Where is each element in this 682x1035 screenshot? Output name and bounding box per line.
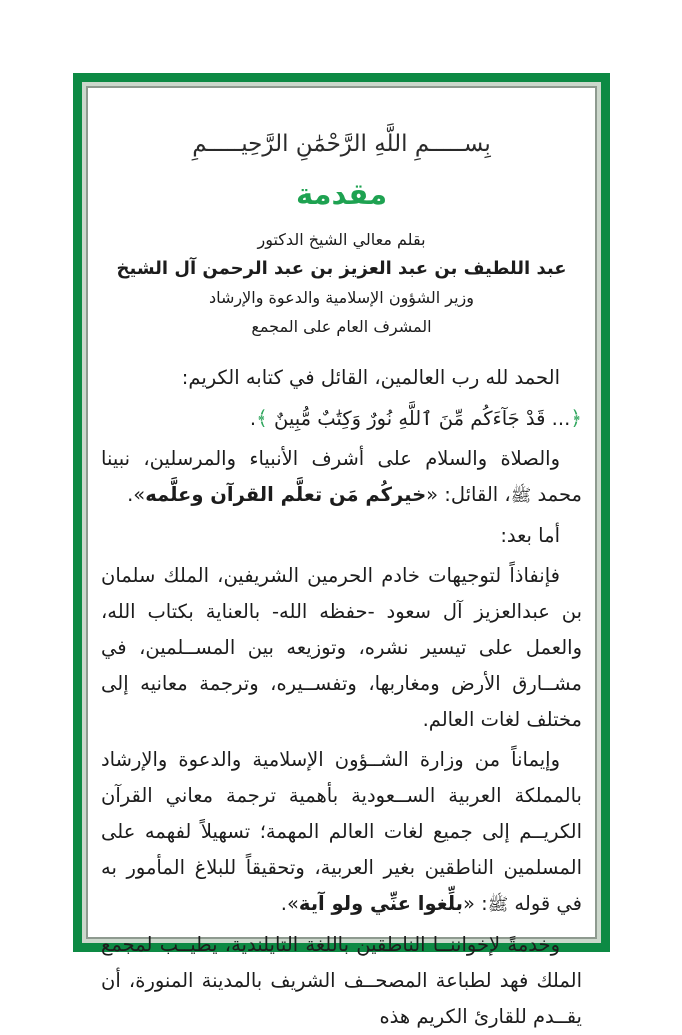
- text-run: وخدمةً لإخواننــا الناطقين باللغة التايلندية، يطيــب لمجمع الملك فهد لطباعة المصحــف الشريف بالمدينة المنورة، أن يقــدم للقارئ الكريم هذه: [101, 933, 582, 1028]
- border-sage-rule: [82, 82, 601, 1028]
- verse-close-ornament: ﴾: [256, 406, 268, 430]
- paragraph-ministry-faith: [101, 742, 582, 923]
- text-run: بلِّغوا عنِّي ولو آية: [298, 892, 463, 915]
- bismillah-calligraphy: بِســـــمِ اللَّهِ الرَّحْمَٰنِ الرَّحِيـــــمِ: [192, 131, 491, 157]
- salla-allahu-alayhi-wasallam-ligature: ﷺ: [510, 486, 532, 506]
- author-role-supervisor: المشرف العام على المجمع: [251, 317, 432, 336]
- salla-allahu-alayhi-wasallam-ligature: ﷺ: [487, 895, 509, 915]
- verse-open-ornament: ﴿: [570, 406, 582, 430]
- text-run: .: [249, 407, 257, 430]
- text-run: وإيماناً من وزارة الشــؤون الإسلامية والدعوة والإرشاد بالمملكة العربية الســعودية بأهمية ترجمة معاني القرآن الكريــم إلى جميع لغات العالم المهمة؛ تسهيلاً لفهمه على المسلمين الناطقين بغير العربية، وتحقيقاً للبلاغ المأمور به في قوله: [101, 748, 582, 915]
- decorative-border-frame: [73, 73, 610, 1028]
- body-text: [101, 360, 582, 1035]
- text-run: : «: [462, 892, 488, 915]
- author-block: [101, 225, 582, 341]
- page-content: [88, 88, 595, 1035]
- text-run: الحمد لله رب العالمين، القائل في كتابه الكريم:: [181, 366, 560, 389]
- text-run: أما بعد:: [500, 524, 560, 547]
- paragraph-thai-service: [101, 927, 582, 1035]
- byline: بقلم معالي الشيخ الدكتور: [257, 230, 426, 249]
- text-run: ».: [127, 483, 146, 506]
- page-title: مقدمة: [295, 177, 388, 211]
- text-run: فإنفاذاً لتوجيهات خادم الحرمين الشريفين، الملك سلمان بن عبدالعزيز آل سعود -حفظه الله- بالعناية بكتاب الله، والعمل على تيسير نشره، وتوزيعه بين المســلمين، في مشــارق الأرض ومغاربها، وتفســيره، وترجمة معانيه إلى مختلف لغات العالم.: [101, 564, 582, 731]
- text-run: ».: [280, 892, 299, 915]
- text-run: ، القائل: «: [426, 483, 511, 506]
- paragraph-hamd: [101, 360, 582, 396]
- author-role-minister: وزير الشؤون الإسلامية والدعوة والإرشاد: [209, 288, 474, 307]
- border-inner-rule: [86, 86, 597, 1028]
- paragraph-salat-salam: [101, 441, 582, 514]
- text-run: خيركُم مَن تعلَّم القرآن وعلَّمه: [145, 483, 427, 506]
- author-name: عبد اللطيف بن عبد العزيز بن عبد الرحمن آل الشيخ: [116, 258, 567, 279]
- text-run: والصلاة والسلام على أشرف الأنبياء والمرسلين، نبينا محمد: [101, 447, 582, 506]
- paragraph-amma-baad: [101, 518, 582, 554]
- paragraph-quran-verse: [101, 400, 582, 437]
- paragraph-king-directive: [101, 558, 582, 738]
- text-run: ... قَدْ جَآءَكُم مِّنَ ٱللَّهِ نُورٌ وَكِتَٰبٌ مُّبِينٌ: [267, 407, 571, 430]
